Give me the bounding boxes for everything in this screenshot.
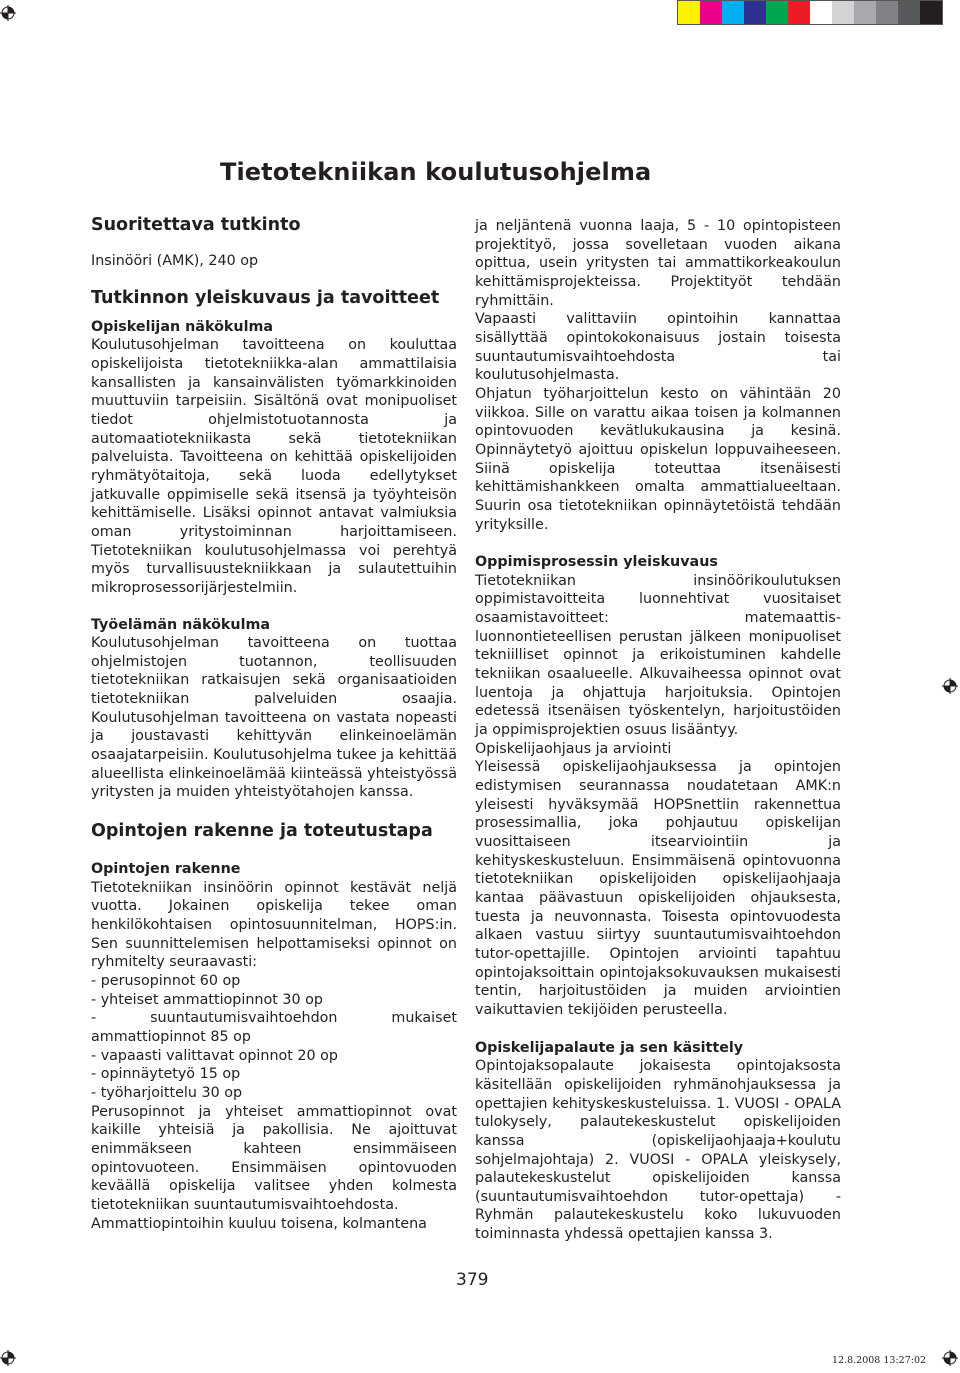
color-swatch: [810, 1, 832, 24]
right-column: [475, 217, 841, 1244]
heading-learning-process: Oppimisprosessin yleiskuvaus: [475, 554, 718, 571]
color-swatch: [920, 1, 942, 24]
heading-degree: Suoritettava tutkinto: [91, 215, 301, 235]
registration-mark-icon: [0, 1350, 16, 1366]
paragraph-elective: Vapaasti valittaviin opintoihin kannattaa sisällyttää opintokokonaisuus jostain toisesta suuntautumisvaihtoehdosta tai koulutusohjelmasta.: [475, 311, 841, 384]
color-swatch: [788, 1, 810, 24]
color-swatch: [876, 1, 898, 24]
study-list: [91, 972, 457, 1103]
registration-mark-icon: [942, 678, 958, 694]
left-column: [91, 214, 457, 1233]
list-item: - työharjoittelu 30 op: [91, 1084, 243, 1101]
color-swatch: [700, 1, 722, 24]
paragraph-guidance: Yleisessä opiskelijaohjauksessa ja opintojen edistymisen seurannassa noudatetaan AMK:n yleisesti hyväksymää HOPSnettiin rakennettua prosessimallia, joka pohjautuu opiskelijan vuosittaiseen itsearviointiin ja kehityskeskusteluun. Ensimmäisenä opintovuonna tietotekniikan opiskelijoiden opiskelijaohjaaja kantaa päävastuun opiskelijoiden ohjauksesta, tuesta ja neuvonnasta. Toisesta opintovuodesta alkaen vastuu siirtyy suuntautumisvaihtoehdon tutor-opettajille. Opintojen arviointi tapahtuu opintojaksoittain opintojaksokuvauksen mukaisesti tentin, harjoitustöiden ja muiden arviointien vaikuttavien tekijöiden perusteella.: [475, 759, 841, 1018]
color-swatch: [744, 1, 766, 24]
paragraph-feedback: Opintojaksopalaute jokaisesta opintojaksosta käsitellään opiskelijoiden ryhmänohjauksessa ja opettajien kehityskeskusteluissa. 1. VUOSI - OPALA tulokysely, palautekeskustelut opiskelijoiden kanssa (opiskelijaohjaaja+koulutu sohjelmajohtaja) 2. VUOSI - OPALA yleiskysely, palautekeskustelut opiskelijoiden kanssa (suuntautumisvaihtoehdon tutor-opettaja) - Ryhmän palautekeskustelu koko lukuvuoden toiminnasta yhdessä opettajien kanssa 3.: [475, 1058, 841, 1243]
list-item: - yhteiset ammattiopinnot 30 op: [91, 991, 323, 1008]
color-swatch: [722, 1, 744, 24]
paragraph-student-perspective: Koulutusohjelman tavoitteena on kouluttaa opiskelijoista tietotekniikka-alan ammattilaisia kansallisten ja kansainvälisten työmarkkinoiden muuttuviin tarpeisiin. Sisältönä ovat monipuoliset tiedot ohjelmistotuotannosta ja automaatiotekniikasta sekä tietotekniikan palveluista. Tavoitteena on kehittää opiskelijoiden ryhmätyötaitoja, sekä luoda edellytykset jatkuvalle oppimiselle sekä itsensä ja työyhteisön kehittämiselle. Lisäksi opinnot antavat valmiuksia oman yritystoiminnan harjoittamiseen. Tietotekniikan koulutusohjelmassa voi perehtyä myös turvallisuustekniikkaan ja sulautettuihin mikroprosessorijärjestelmiin.: [91, 337, 457, 596]
paragraph-professional-studies: Ammattiopintoihin kuuluu toisena, kolmantena: [91, 1215, 427, 1232]
list-item: - suuntautumisvaihtoehdon mukaiset ammattiopinnot 85 op: [91, 1010, 457, 1045]
paragraph-structure: Tietotekniikan insinöörin opinnot kestävät neljä vuotta. Jokainen opiskelija tekee oman henkilökohtaisen opintosuunnitelman, HOPS:in. Sen suunnittelemisen helpottamiseksi opinnot on ryhmitelty seuraavasti:: [91, 879, 457, 971]
print-timestamp: 12.8.2008 13:27:02: [832, 1355, 927, 1366]
paragraph-worklife-perspective: Koulutusohjelman tavoitteena on tuottaa ohjelmistojen tuotannon, teollisuuden tietotekniikan ratkaisujen sekä organisaatioiden tietotekniikan palveluiden osaajia. Koulutusohjelman tavoitteena on vastata nopeasti ja joustavasti kehittyvän elinkeinoelämän osaajatarpeisiin. Koulutusohjelma tukee ja kehittää alueellista elinkeinoelämää kiinteässä yhteistyössä yritysten ja muiden yhteistyötahojen kanssa.: [91, 635, 457, 801]
paragraph-continuation: ja neljäntenä vuonna laaja, 5 - 10 opintopisteen projektityö, jossa sovelletaan vuoden aikana opittua, usein yritysten tai ammattikorkeakoulun kehittämisprojekteissa. Projektityöt tehdään ryhmittäin.: [475, 218, 841, 309]
list-item: - opinnäytetyö 15 op: [91, 1066, 241, 1083]
heading-worklife-perspective: Työelämän näkökulma: [91, 616, 271, 633]
degree-text: Insinööri (AMK), 240 op: [91, 253, 259, 269]
registration-mark-icon: [942, 1350, 958, 1366]
color-swatch: [766, 1, 788, 24]
list-item: - vapaasti valittavat opinnot 20 op: [91, 1047, 338, 1064]
heading-student-perspective: Opiskelijan näkökulma: [91, 318, 274, 335]
heading-structure-implementation: Opintojen rakenne ja toteutustapa: [91, 821, 433, 842]
color-swatch: [854, 1, 876, 24]
page-number: 379: [456, 1270, 489, 1290]
page-title: Tietotekniikan koulutusohjelma: [220, 158, 652, 186]
list-item: - perusopinnot 60 op: [91, 973, 241, 989]
color-swatch: [898, 1, 920, 24]
color-swatch: [832, 1, 854, 24]
heading-structure: Opintojen rakenne: [91, 861, 241, 878]
paragraph-basic-studies: Perusopinnot ja yhteiset ammattiopinnot ovat kaikille yhteisiä ja pakollisia. Ne ajoittuvat enimmäkseen kahteen ensimmäiseen opintovuoteen. Ensimmäisen opintovuoden keväällä opiskelija valitsee yhden kolmesta tietotekniikan suuntautumisvaihtoehdosta.: [91, 1103, 457, 1213]
color-calibration-bar: [677, 0, 943, 25]
heading-feedback: Opiskelijapalaute ja sen käsittely: [475, 1039, 744, 1056]
subheading-guidance: Opiskelijaohjaus ja arviointi: [475, 740, 672, 757]
paragraph-learning-process: Tietotekniikan insinöörikoulutuksen oppimistavoitteita luonnehtivat vuositaiset osaamistavoitteet: matemaattis-luonnontieteellisen perustan jälkeen monipuoliset tekniilliset opinnot ja erikoistuminen kahdelle tekniikan osaalueelle. Alkuvaiheessa opinnot ovat luentoja ja ohjattuja harjoituksia. Opintojen edetessä itsenäisen työskentelyn, harjoitustöiden ja oppimisprojektien osuus lisääntyy.: [475, 572, 841, 739]
paragraph-internship: Ohjatun työharjoittelun kesto on vähintään 20 viikkoa. Sille on varattu aikaa toisen ja kolmannen opintovuoden kevätlukukausina ja kesinä. Opinnäytetyö ajoittuu opiskelun loppuvaiheeseen. Siinä opiskelija toteuttaa itsenäisesti kehittämishankkeen omalta ammattialueeltaan. Suurin osa tietotekniikan opinnäytetöistä tehdään yrityksille.: [475, 385, 841, 533]
registration-mark-icon: [0, 5, 16, 21]
heading-overview: Tutkinnon yleiskuvaus ja tavoitteet: [91, 287, 440, 308]
color-swatch: [678, 1, 700, 24]
